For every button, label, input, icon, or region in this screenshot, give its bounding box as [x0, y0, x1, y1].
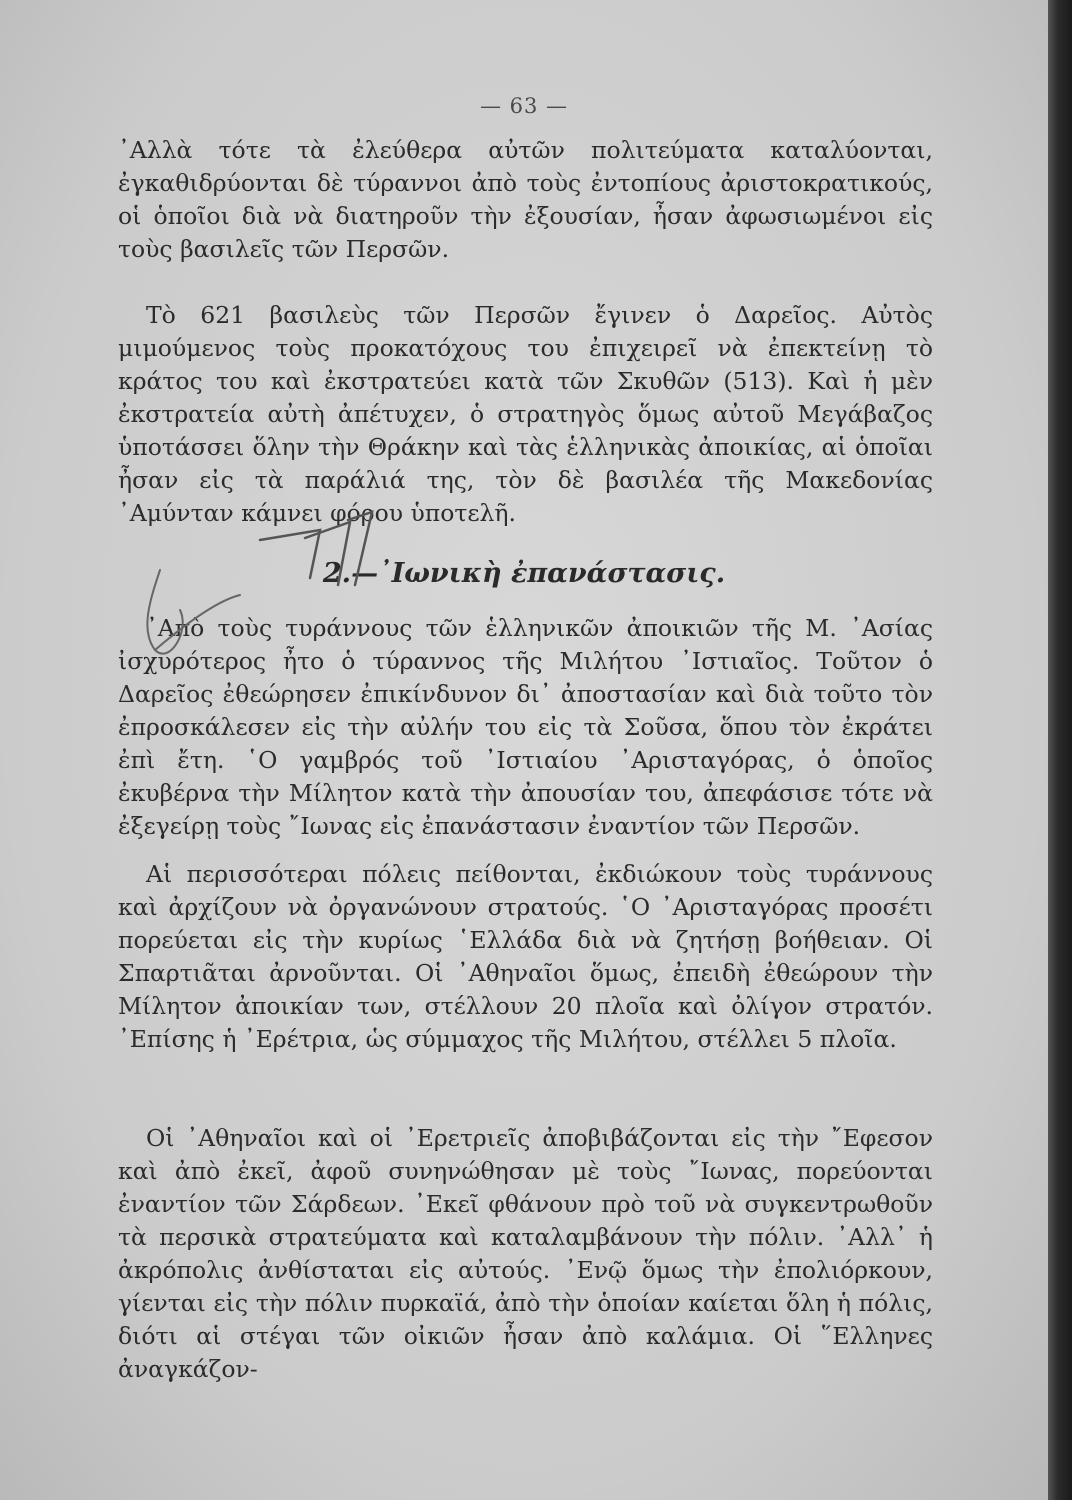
paragraph-3-text: ᾿Απὸ τοὺς τυράννους τῶν ἑλληνικῶν ἀποικιῶν τῆς Μ. ᾿Ασίας ἰσχυρότερος ἦτο ὁ τύραννος τῆς Μιλήτου ᾿Ιστιαῖος. Τοῦτον ὁ Δαρεῖος ἐθεώρησεν ἐπικίνδυνον δι᾿ ἀποστασίαν καὶ διὰ τοῦτο τὸν ἐπροσκάλεσεν εἰς τὴν αὐλήν του εἰς τὰ Σοῦσα, ὅπου τὸν ἐκράτει ἐπὶ ἔτη. ῾Ο γαμβρός τοῦ ᾿Ιστιαίου ᾿Αρισταγόρας, ὁ ὁποῖος ἐκυβέρνα τὴν Μίλητον κατὰ τὴν ἀπουσίαν του, ἀπεφάσισε τότε νὰ ἐξεγείρῃ τοὺς ῎Ιωνας εἰς ἐπανάστασιν ἐναντίον τῶν Περσῶν.: [118, 614, 933, 840]
paragraph-2-text: Τὸ 621 βασιλεὺς τῶν Περσῶν ἔγινεν ὁ Δαρεῖος. Αὐτὸς μιμούμενος τοὺς προκατόχους του ἐπιχειρεῖ νὰ ἐπεκτείνῃ τὸ κράτος του καὶ ἐκστρατεύει κατὰ τῶν Σκυθῶν (513). Καὶ ἡ μὲν ἐκστρατεία αὐτὴ ἀπέτυχεν, ὁ στρατηγὸς ὅμως αὐτοῦ Μεγάβαζος ὑποτάσσει ὅλην τὴν Θράκην καὶ τὰς ἑλληνικὰς ἀποικίας, αἱ ὁποῖαι ἦσαν εἰς τὰ παράλιά της, τὸν δὲ βασιλέα τῆς Μακεδονίας ᾿Αμύνταν κάμνει φόρου ὑποτελῆ.: [118, 301, 933, 527]
paragraph-5: [118, 1122, 933, 1386]
paragraph-5-text: Οἱ ᾿Αθηναῖοι καὶ οἱ ᾿Ερετριεῖς ἀποβιβάζονται εἰς τὴν ῎Εφεσον καὶ ἀπὸ ἐκεῖ, ἀφοῦ συνηνώθησαν μὲ τοὺς ῎Ιωνας, πορεύονται ἐναντίον τῶν Σάρδεων. ᾿Εκεῖ φθάνουν πρὸ τοῦ νὰ συγκεντρωθοῦν τὰ περσικὰ στρατεύματα καὶ καταλαμβάνουν τὴν πόλιν. ᾿Αλλ᾿ ἡ ἀκρόπολις ἀνθίσταται εἰς αὐτούς. ᾿Ενῷ ὅμως τὴν ἐπολιόρκουν, γίενται εἰς τὴν πόλιν πυρκαϊά, ἀπὸ τὴν ὁποίαν καίεται ὅλη ἡ πόλις, διότι αἱ στέγαι τῶν οἰκιῶν ἦσαν ἀπὸ καλάμια. Οἱ ῞Ελληνες ἀναγκάζον-: [118, 1124, 933, 1383]
paragraph-2: [118, 299, 933, 530]
page-number: — 63 —: [479, 94, 569, 118]
paragraph-4-text: Αἱ περισσότεραι πόλεις πείθονται, ἐκδιώκουν τοὺς τυράννους καὶ ἀρχίζουν νὰ ὀργανώνουν στρατούς. ῾Ο ᾿Αρισταγόρας προσέτι πορεύεται εἰς τὴν κυρίως ῾Ελλάδα διὰ νὰ ζητήσῃ βοήθειαν. Οἱ Σπαρτιᾶται ἀρνοῦνται. Οἱ ᾿Αθηναῖοι ὅμως, ἐπειδὴ ἐθεώρουν τὴν Μίλητον ἀποικίαν των, στέλλουν 20 πλοῖα καὶ ὀλίγον στρατόν. ᾿Επίσης ἡ ᾿Ερέτρια, ὡς σύμμαχος τῆς Μιλήτου, στέλλει 5 πλοῖα.: [118, 860, 933, 1053]
paragraph-1-text: ᾿Αλλὰ τότε τὰ ἐλεύθερα αὐτῶν πολιτεύματα καταλύονται, ἐγκαθιδρύονται δὲ τύραννοι ἀπὸ τοὺς ἐντοπίους ἀριστοκρατικούς, οἱ ὁποῖοι διὰ νὰ διατηροῦν τὴν ἐξουσίαν, ἦσαν ἀφωσιωμένοι εἰς τοὺς βασιλεῖς τῶν Περσῶν.: [118, 136, 933, 263]
paragraph-3: [118, 612, 933, 843]
section-heading: 2.—᾿Ιωνικὴ ἐπανάστασις.: [322, 558, 726, 589]
paragraph-1: [118, 134, 933, 266]
book-spine-edge: [1048, 0, 1072, 1500]
paragraph-4: [118, 858, 933, 1056]
